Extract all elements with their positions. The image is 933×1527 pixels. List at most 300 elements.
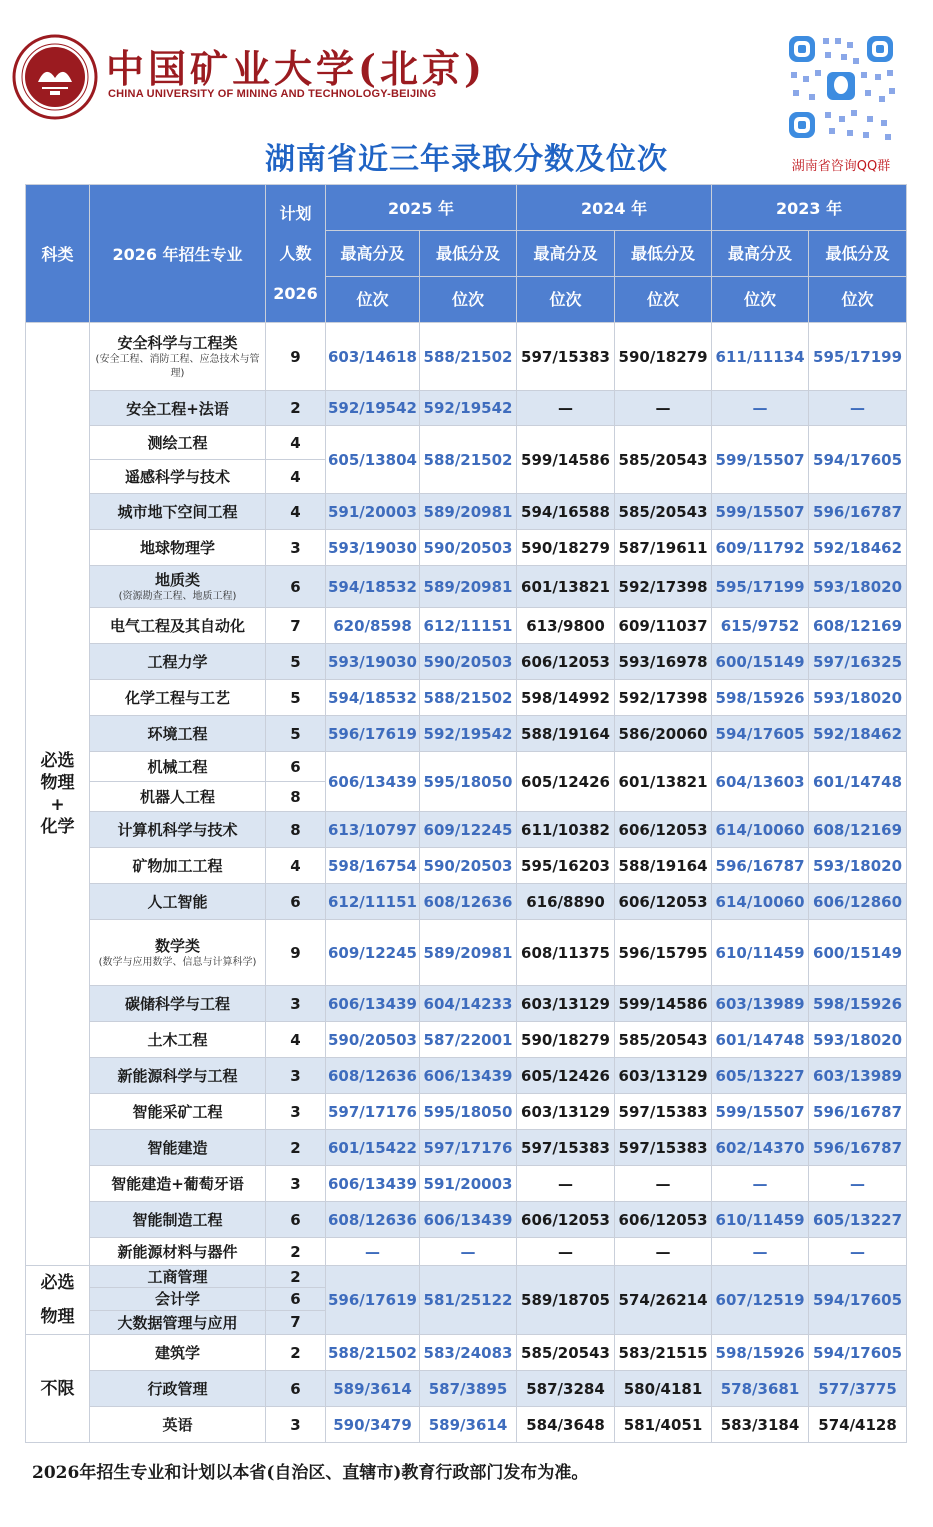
score-rank-cell: 606/13439 — [420, 1058, 517, 1094]
header-plan — [266, 185, 326, 323]
score-rank-cell: 601/13821 — [615, 752, 712, 812]
score-rank-cell: 612/11151 — [326, 884, 420, 920]
major-name — [90, 566, 266, 608]
score-rank-cell: — — [712, 1166, 809, 1202]
header-major: 2026 年招生专业 — [90, 185, 266, 323]
footer-note: 2026年招生专业和计划以本省(自治区、直辖市)教育行政部门发布为准。 — [32, 1463, 589, 1483]
score-rank-cell: 585/20543 — [615, 494, 712, 530]
score-rank-cell: 595/17199 — [712, 566, 809, 608]
table-row — [26, 1371, 907, 1407]
table-row — [26, 1130, 907, 1166]
major-name — [90, 1238, 266, 1266]
score-rank-cell: 615/9752 — [712, 608, 809, 644]
score-rank-cell: 589/3614 — [420, 1407, 517, 1443]
score-rank-cell: 604/14233 — [420, 986, 517, 1022]
score-rank-cell: — — [615, 1166, 712, 1202]
score-rank-cell: — — [615, 1238, 712, 1266]
score-rank-cell: 594/18532 — [326, 566, 420, 608]
plan-count: 4 — [266, 460, 326, 494]
score-rank-cell: 600/15149 — [712, 644, 809, 680]
table-row — [26, 884, 907, 920]
header-year-2023: 2023 年 — [712, 185, 907, 231]
table-row — [26, 1094, 907, 1130]
score-rank-cell: 577/3775 — [809, 1371, 907, 1407]
major-name — [90, 1022, 266, 1058]
score-rank-cell: 574/26214 — [615, 1266, 712, 1335]
subject-category-line: 必选 — [40, 751, 75, 771]
header-plan-line: 人数 — [279, 243, 312, 263]
score-rank-cell: 593/16978 — [615, 644, 712, 680]
qq-group-qr-code[interactable] — [781, 28, 901, 146]
score-rank-cell: 600/15149 — [809, 920, 907, 986]
major-label: 机器人工程 — [139, 788, 215, 806]
major-note: (资源勘查工程、地质工程) — [118, 591, 237, 602]
score-rank-cell: 588/21502 — [420, 680, 517, 716]
score-rank-cell: — — [712, 1238, 809, 1266]
plan-count: 3 — [266, 1058, 326, 1094]
major-name — [90, 1288, 266, 1310]
score-rank-cell: 608/11375 — [517, 920, 615, 986]
score-rank-cell: 606/12053 — [615, 1202, 712, 1238]
major-name — [90, 1130, 266, 1166]
header-max-score-rank: 位次 — [517, 277, 615, 323]
major-name — [90, 812, 266, 848]
major-label: 测绘工程 — [147, 434, 208, 452]
score-rank-cell: 594/17605 — [712, 716, 809, 752]
major-name — [90, 323, 266, 391]
table-row — [26, 1202, 907, 1238]
header-max-score-rank: 最高分及 — [326, 231, 420, 277]
score-rank-cell: 611/10382 — [517, 812, 615, 848]
score-rank-cell: 602/14370 — [712, 1130, 809, 1166]
major-label: 安全工程+法语 — [126, 399, 229, 418]
plan-count: 7 — [266, 608, 326, 644]
major-label: 智能采矿工程 — [132, 1103, 223, 1121]
score-rank-cell: 603/14618 — [326, 323, 420, 391]
plan-count: 4 — [266, 848, 326, 884]
score-rank-cell: 609/12245 — [326, 920, 420, 986]
score-rank-cell: 601/15422 — [326, 1130, 420, 1166]
subject-category-line: 物理 — [40, 773, 75, 793]
major-label: 新能源材料与器件 — [117, 1243, 238, 1261]
score-rank-cell: 598/15926 — [712, 680, 809, 716]
score-rank-cell: 597/15383 — [615, 1094, 712, 1130]
header-category: 科类 — [26, 185, 90, 323]
major-name — [90, 920, 266, 986]
header-min-score-rank: 位次 — [809, 277, 907, 323]
major-note: (数学与应用数学、信息与计算科学) — [98, 957, 257, 968]
score-rank-cell: 612/11151 — [420, 608, 517, 644]
score-rank-cell: 596/17619 — [326, 1266, 420, 1335]
plan-count: 2 — [266, 1238, 326, 1266]
score-rank-cell: 598/14992 — [517, 680, 615, 716]
header-max-score-rank: 位次 — [712, 277, 809, 323]
score-rank-cell: 588/19164 — [615, 848, 712, 884]
plan-count: 2 — [266, 1335, 326, 1371]
score-rank-cell: 596/15795 — [615, 920, 712, 986]
table-row — [26, 608, 907, 644]
score-rank-cell: 603/13129 — [517, 1094, 615, 1130]
score-rank-cell: 613/10797 — [326, 812, 420, 848]
plan-count: 4 — [266, 426, 326, 460]
table-row — [26, 1058, 907, 1094]
score-rank-cell: 596/16787 — [809, 494, 907, 530]
score-rank-cell: — — [809, 1238, 907, 1266]
table-row — [26, 1335, 907, 1371]
major-label: 英语 — [162, 1416, 193, 1434]
score-rank-cell: 588/21502 — [326, 1335, 420, 1371]
plan-count: 5 — [266, 716, 326, 752]
score-rank-cell: 606/12053 — [517, 1202, 615, 1238]
score-rank-cell: 594/18532 — [326, 680, 420, 716]
major-note: (安全工程、消防工程、应急技术与管理) — [95, 354, 260, 379]
major-label: 建筑学 — [154, 1344, 200, 1362]
major-name — [90, 752, 266, 782]
plan-count: 9 — [266, 323, 326, 391]
score-rank-cell: 589/20981 — [420, 494, 517, 530]
score-rank-cell: 597/15383 — [517, 323, 615, 391]
score-rank-cell: 583/24083 — [420, 1335, 517, 1371]
score-rank-cell: 594/17605 — [809, 426, 907, 494]
score-rank-cell: 590/20503 — [420, 530, 517, 566]
score-rank-cell: 581/4051 — [615, 1407, 712, 1443]
score-rank-cell: — — [517, 1238, 615, 1266]
major-name — [90, 986, 266, 1022]
major-name — [90, 1266, 266, 1288]
table-row — [26, 986, 907, 1022]
major-label: 大数据管理与应用 — [117, 1313, 238, 1332]
header-plan-line: 2026 — [273, 283, 318, 303]
score-rank-cell: 588/21502 — [420, 426, 517, 494]
table-row — [26, 494, 907, 530]
table-row — [26, 1166, 907, 1202]
university-name-en: CHINA UNIVERSITY OF MINING AND TECHNOLOGY-BEIJING — [108, 88, 437, 100]
score-rank-cell: — — [809, 391, 907, 426]
score-rank-cell: — — [326, 1238, 420, 1266]
score-rank-cell: 597/15383 — [615, 1130, 712, 1166]
score-rank-cell: 603/13989 — [809, 1058, 907, 1094]
header-min-score-rank: 位次 — [615, 277, 712, 323]
score-rank-cell: 608/12169 — [809, 812, 907, 848]
header-min-score-rank: 最低分及 — [420, 231, 517, 277]
table-row — [26, 566, 907, 608]
score-rank-cell: 594/17605 — [809, 1266, 907, 1335]
major-label: 安全科学与工程类 — [117, 334, 238, 352]
score-rank-cell: 592/18462 — [809, 716, 907, 752]
score-rank-cell: 606/12053 — [615, 884, 712, 920]
score-rank-cell: 588/21502 — [420, 323, 517, 391]
score-rank-cell: 583/3184 — [712, 1407, 809, 1443]
major-label: 人工智能 — [147, 893, 208, 911]
major-label: 土木工程 — [147, 1031, 208, 1049]
score-rank-cell: 605/12426 — [517, 752, 615, 812]
score-rank-cell: 606/12860 — [809, 884, 907, 920]
major-label: 会计学 — [154, 1290, 200, 1309]
score-rank-cell: 611/11134 — [712, 323, 809, 391]
score-rank-cell: 590/20503 — [420, 644, 517, 680]
score-rank-cell: 614/10060 — [712, 812, 809, 848]
header-max-score-rank: 最高分及 — [517, 231, 615, 277]
header-min-score-rank: 最低分及 — [615, 231, 712, 277]
major-label: 矿物加工工程 — [132, 857, 223, 875]
header-max-score-rank: 最高分及 — [712, 231, 809, 277]
score-rank-cell: 595/18050 — [420, 752, 517, 812]
score-rank-cell: 598/15926 — [809, 986, 907, 1022]
score-rank-cell: 589/18705 — [517, 1266, 615, 1335]
major-label: 地质类 — [154, 571, 200, 589]
table-row — [26, 323, 907, 391]
plan-count: 4 — [266, 494, 326, 530]
score-rank-cell: 595/18050 — [420, 1094, 517, 1130]
major-name — [90, 848, 266, 884]
score-rank-cell: 595/17199 — [809, 323, 907, 391]
plan-count: 2 — [266, 391, 326, 426]
score-rank-cell: 593/18020 — [809, 848, 907, 884]
score-rank-cell: 587/3895 — [420, 1371, 517, 1407]
plan-count: 6 — [266, 752, 326, 782]
major-label: 碳储科学与工程 — [124, 995, 230, 1013]
header-year-2025: 2025 年 — [326, 185, 517, 231]
table-row — [26, 1238, 907, 1266]
score-rank-cell: 609/11037 — [615, 608, 712, 644]
score-rank-cell: 585/20543 — [615, 426, 712, 494]
plan-count: 2 — [266, 1266, 326, 1288]
score-rank-cell: 597/17176 — [326, 1094, 420, 1130]
page-title: 湖南省近三年录取分数及位次 — [265, 142, 668, 177]
score-rank-cell: 590/20503 — [326, 1022, 420, 1058]
score-rank-cell: 587/19611 — [615, 530, 712, 566]
table-row — [26, 680, 907, 716]
major-name — [90, 644, 266, 680]
major-label: 化学工程与工艺 — [124, 689, 230, 707]
plan-count: 8 — [266, 812, 326, 848]
table-row — [26, 530, 907, 566]
major-name — [90, 608, 266, 644]
score-rank-cell: — — [809, 1166, 907, 1202]
plan-count: 3 — [266, 1094, 326, 1130]
header-max-score-rank: 位次 — [326, 277, 420, 323]
score-rank-cell: 603/13989 — [712, 986, 809, 1022]
major-name — [90, 530, 266, 566]
qr-caption: 湖南省咨询QQ群 — [791, 159, 891, 174]
plan-count: 8 — [266, 782, 326, 812]
score-rank-cell: 592/17398 — [615, 680, 712, 716]
score-rank-cell: 593/18020 — [809, 566, 907, 608]
score-rank-cell: 603/13129 — [517, 986, 615, 1022]
score-rank-cell: 605/13804 — [326, 426, 420, 494]
score-rank-cell: 609/12245 — [420, 812, 517, 848]
score-rank-cell: 593/19030 — [326, 530, 420, 566]
plan-count: 9 — [266, 920, 326, 986]
plan-count: 5 — [266, 644, 326, 680]
score-rank-cell: 613/9800 — [517, 608, 615, 644]
score-rank-cell: 599/15507 — [712, 494, 809, 530]
table-row — [26, 426, 907, 460]
score-rank-cell: 593/18020 — [809, 680, 907, 716]
table-row — [26, 391, 907, 426]
score-rank-cell: 592/17398 — [615, 566, 712, 608]
score-rank-cell: 601/13821 — [517, 566, 615, 608]
score-rank-cell: 614/10060 — [712, 884, 809, 920]
score-rank-cell: 604/13603 — [712, 752, 809, 812]
major-name — [90, 494, 266, 530]
plan-count: 2 — [266, 1130, 326, 1166]
subject-category — [26, 1266, 90, 1335]
score-rank-cell: 591/20003 — [326, 494, 420, 530]
major-name — [90, 716, 266, 752]
score-rank-cell: 587/3284 — [517, 1371, 615, 1407]
score-rank-cell: — — [420, 1238, 517, 1266]
plan-count: 6 — [266, 566, 326, 608]
subject-category-line: 化学 — [40, 817, 75, 837]
major-label: 电气工程及其自动化 — [109, 617, 245, 635]
major-name — [90, 1202, 266, 1238]
major-name — [90, 1335, 266, 1371]
score-rank-cell: 597/16325 — [809, 644, 907, 680]
plan-count: 3 — [266, 1166, 326, 1202]
score-rank-cell: 583/21515 — [615, 1335, 712, 1371]
score-rank-cell: 580/4181 — [615, 1371, 712, 1407]
subject-category — [26, 323, 90, 1266]
plan-count: 7 — [266, 1310, 326, 1334]
major-name — [90, 1166, 266, 1202]
score-rank-cell: 592/19542 — [420, 391, 517, 426]
score-rank-cell: 593/19030 — [326, 644, 420, 680]
major-name — [90, 782, 266, 812]
score-rank-cell: 596/16787 — [712, 848, 809, 884]
major-label: 工商管理 — [147, 1268, 208, 1287]
score-rank-cell: 597/15383 — [517, 1130, 615, 1166]
score-rank-cell: 594/17605 — [809, 1335, 907, 1371]
major-label: 计算机科学与技术 — [117, 821, 238, 839]
score-rank-cell: 590/3479 — [326, 1407, 420, 1443]
score-rank-cell: 592/19542 — [420, 716, 517, 752]
score-rank-cell: 596/16787 — [809, 1094, 907, 1130]
score-rank-cell: — — [517, 391, 615, 426]
major-label: 新能源科学与工程 — [117, 1067, 238, 1085]
score-rank-cell: 606/13439 — [326, 1166, 420, 1202]
score-rank-cell: 578/3681 — [712, 1371, 809, 1407]
score-rank-cell: — — [712, 391, 809, 426]
header-year-2024: 2024 年 — [517, 185, 712, 231]
score-rank-cell: 620/8598 — [326, 608, 420, 644]
major-label: 遥感科学与技术 — [124, 468, 230, 486]
score-rank-cell: 607/12519 — [712, 1266, 809, 1335]
score-rank-cell: 599/14586 — [517, 426, 615, 494]
major-label: 环境工程 — [147, 725, 208, 743]
major-name — [90, 426, 266, 460]
score-rank-cell: 606/12053 — [615, 812, 712, 848]
score-rank-cell: 581/25122 — [420, 1266, 517, 1335]
major-name — [90, 1094, 266, 1130]
major-name — [90, 1058, 266, 1094]
major-label: 智能建造+葡萄牙语 — [111, 1175, 244, 1193]
score-rank-cell: 599/15507 — [712, 1094, 809, 1130]
score-rank-cell: 574/4128 — [809, 1407, 907, 1443]
university-logo-icon — [12, 34, 98, 120]
table-row — [26, 716, 907, 752]
header-plan-line: 计划 — [279, 203, 312, 223]
score-rank-cell: 595/16203 — [517, 848, 615, 884]
score-rank-cell: 585/20543 — [615, 1022, 712, 1058]
score-rank-cell: 601/14748 — [809, 752, 907, 812]
university-name-cn: 中国矿业大学(北京) — [106, 46, 486, 91]
major-name — [90, 1310, 266, 1334]
major-label: 行政管理 — [147, 1380, 208, 1398]
major-name — [90, 884, 266, 920]
score-rank-cell: 596/16787 — [809, 1130, 907, 1166]
score-rank-cell: 594/16588 — [517, 494, 615, 530]
score-rank-cell: 601/14748 — [712, 1022, 809, 1058]
score-rank-cell: 608/12169 — [809, 608, 907, 644]
major-name — [90, 391, 266, 426]
plan-count: 3 — [266, 530, 326, 566]
score-rank-cell: 590/18279 — [615, 323, 712, 391]
score-rank-cell: 584/3648 — [517, 1407, 615, 1443]
score-rank-cell: 606/13439 — [326, 752, 420, 812]
table-row — [26, 752, 907, 782]
plan-count: 6 — [266, 1202, 326, 1238]
score-rank-cell: 585/20543 — [517, 1335, 615, 1371]
table-row — [26, 920, 907, 986]
score-rank-cell: 597/17176 — [420, 1130, 517, 1166]
plan-count: 4 — [266, 1022, 326, 1058]
table-row — [26, 1022, 907, 1058]
score-rank-cell: 599/14586 — [615, 986, 712, 1022]
score-rank-cell: 605/13227 — [712, 1058, 809, 1094]
score-rank-cell: 606/13439 — [420, 1202, 517, 1238]
score-rank-cell: 610/11459 — [712, 920, 809, 986]
score-rank-cell: 588/19164 — [517, 716, 615, 752]
plan-count: 3 — [266, 1407, 326, 1443]
major-label: 智能制造工程 — [132, 1211, 223, 1229]
major-label: 智能建造 — [147, 1139, 208, 1157]
score-rank-cell: 592/19542 — [326, 391, 420, 426]
table-row — [26, 1266, 907, 1288]
header-min-score-rank: 位次 — [420, 277, 517, 323]
score-rank-cell: 589/3614 — [326, 1371, 420, 1407]
subject-category — [26, 1335, 90, 1443]
major-name — [90, 680, 266, 716]
subject-category-line: + — [50, 795, 65, 815]
score-rank-cell: 590/20503 — [420, 848, 517, 884]
plan-count: 6 — [266, 1371, 326, 1407]
score-rank-cell: 590/18279 — [517, 1022, 615, 1058]
major-label: 机械工程 — [147, 758, 208, 776]
major-label: 工程力学 — [147, 653, 208, 671]
plan-count: 6 — [266, 1288, 326, 1310]
admission-score-table — [25, 184, 907, 1443]
score-rank-cell: 605/13227 — [809, 1202, 907, 1238]
score-rank-cell: 591/20003 — [420, 1166, 517, 1202]
score-rank-cell: 603/13129 — [615, 1058, 712, 1094]
major-name — [90, 460, 266, 494]
score-rank-cell: 610/11459 — [712, 1202, 809, 1238]
score-rank-cell: 592/18462 — [809, 530, 907, 566]
score-rank-cell: 616/8890 — [517, 884, 615, 920]
score-rank-cell: 596/17619 — [326, 716, 420, 752]
score-rank-cell: 608/12636 — [326, 1202, 420, 1238]
score-rank-cell: 609/11792 — [712, 530, 809, 566]
score-rank-cell: 598/15926 — [712, 1335, 809, 1371]
header-min-score-rank: 最低分及 — [809, 231, 907, 277]
table-row — [26, 812, 907, 848]
score-rank-cell: — — [615, 391, 712, 426]
major-label: 城市地下空间工程 — [117, 503, 238, 521]
score-rank-cell: 586/20060 — [615, 716, 712, 752]
score-rank-cell: 593/18020 — [809, 1022, 907, 1058]
page-header — [0, 0, 933, 180]
